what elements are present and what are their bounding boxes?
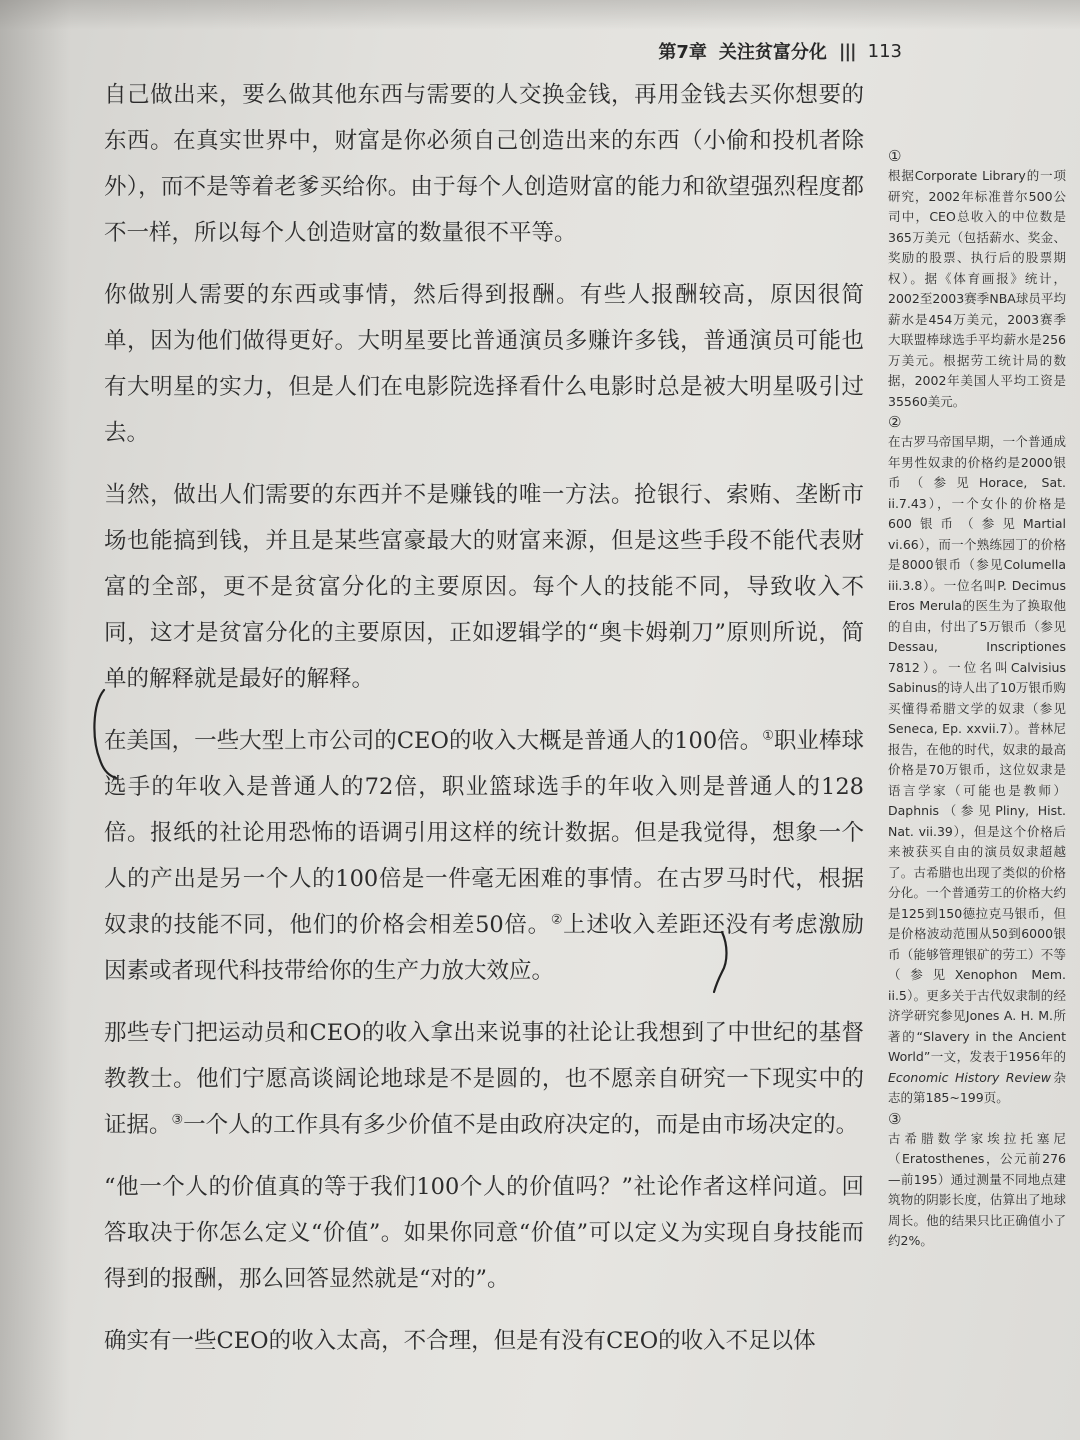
sidenote-1: 根据Corporate Library的一项研究，2002年标准普尔500公司中，CEO总收入的中位数是365万美元（包括薪水、奖金、奖励的股票、执行后的股票期权）。据《体育画报》统计，2002至2003赛季NBA球员平均薪水是454万美元，2003赛季大联盟棒球选手平均薪水是256万美元。根据劳工统计局的数据，2002年美国人平均工资是35560美元。	[888, 168, 1066, 409]
paragraph-2: 你做别人需要的东西或事情，然后得到报酬。有些人报酬较高，原因很简单，因为他们做得更好。大明星要比普通演员多赚许多钱，普通演员可能也有大明星的实力，但是人们在电影院选择看什么电影时总是被大明星吸引过去。	[104, 282, 864, 446]
paragraph-5-part-a: 那些专门把运动员和CEO的收入拿出来说事的社论让我想到了中世纪的基督教教士。他们宁愿高谈阔论地球是不是圆的，也不愿亲自研究一下现实中的证据。	[104, 1020, 864, 1138]
pen-bracket-left	[94, 690, 116, 778]
footnote-ref-1: ①	[762, 728, 774, 744]
sidenote-2-journal: Economic History Review	[888, 1069, 1052, 1085]
sidenote-3: 古希腊数学家埃拉托塞尼（Eratosthenes，公元前276—前195）通过测量不同地点建筑物的阴影长度，估算出了地球周长。他的结果只比正确值小了约2%。	[888, 1130, 1066, 1248]
pen-bracket-right	[714, 932, 727, 992]
paragraph-7: 确实有一些CEO的收入太高，不合理，但是有没有CEO的收入不足以体	[104, 1328, 816, 1354]
sidenote-2-part-b: 杂志的第185~199页。	[888, 1069, 1066, 1105]
footnote-ref-3: ③	[171, 1112, 184, 1128]
paragraph-4-part-c: 上述收入差距还没有考虑激励因素或者现代科技带给你的生产力放大效应。	[104, 912, 864, 984]
sidenote-2-part-a: 在古罗马帝国早期，一个普通成年男性奴隶的价格约是2000银币（参见Horace, Sat. ii.7.43），一个女仆的价格是600银币（参见Martial vi.66），而一个熟练园丁的价格是8000银币（参见Columella iii.3.8）。一位名叫P. Decimus Eros Merula的医生为了换取他的自由，付出了5万银币（参见Dessau, Inscriptiones 7812）。一位名叫Calvisius Sabinus的诗人出了10万银币购买懂得希腊文学的奴隶（参见Seneca, Ep. xxvii.7）。普林尼报告，在他的时代，奴隶的最高价格是70万银币，这位奴隶是语言学家（可能也是教师）Daphnis（参见Pliny, Hist. Nat. vii.39），但是这个价格后来被获买自由的演员奴隶超越了。古希腊也出现了类似的价格分化。一个普通劳工的价格大约是125到150德拉克马银币，但是价格波动范围从50到6000银币（能够管理银矿的劳工）不等（参见Xenophon Mem. ii.5）。更多关于古代奴隶制的经济学研究参见Jones A. H. M.所著的“Slavery in the Ancient World”一文，发表于1956年的	[888, 434, 1066, 1064]
page-number: 113	[867, 40, 902, 62]
paragraph-3: 当然，做出人们需要的东西并不是赚钱的唯一方法。抢银行、索贿、垄断市场也能搞到钱，并且是某些富豪最大的财富来源，但是这些手段不能代表财富的全部，更不是贫富分化的主要原因。每个人的技能不同，导致收入不同，这才是贫富分化的主要原因，正如逻辑学的“奥卡姆剃刀”原则所说，简单的解释就是最好的解释。	[104, 482, 864, 692]
footnote-ref-2: ②	[550, 912, 564, 928]
paragraph-6: “他一个人的价值真的等于我们100个人的价值吗？”社论作者这样问道。回答取决于你怎么定义“价值”。如果你同意“价值”可以定义为实现自身技能而得到的报酬，那么回答显然就是“对的”。	[104, 1174, 864, 1292]
chapter-title: 关注贫富分化	[718, 42, 827, 63]
header-separator: |||	[838, 40, 856, 62]
sidenote-marker-1: ①	[888, 147, 902, 165]
paragraph-4-part-b: 职业棒球选手的年收入是普通人的72倍，职业篮球选手的年收入则是普通人的128倍。报纸的社论用恐怖的语调引用这样的统计数据。但是我觉得，想象一个人的产出是另一个人的100倍是一件毫无困难的事情。在古罗马时代，根据奴隶的技能不同，他们的价格会相差50倍。	[104, 728, 864, 938]
paragraph-5-part-b: 一个人的工作具有多少价值不是由政府决定的，而是由市场决定的。	[183, 1112, 859, 1138]
chapter-label: 第7章	[658, 42, 707, 63]
paragraph-1: 自己做出来，要么做其他东西与需要的人交换金钱，再用金钱去买你想要的东西。在真实世界中，财富是你必须自己创造出来的东西（小偷和投机者除外），而不是等着老爹买给你。由于每个人创造财富的能力和欲望强烈程度都不一样，所以每个人创造财富的数量很不平等。	[104, 82, 864, 246]
sidenote-marker-2: ②	[888, 413, 902, 431]
paragraph-4-part-a: 在美国，一些大型上市公司的CEO的收入大概是普通人的100倍。	[104, 728, 763, 754]
sidenote-marker-3: ③	[888, 1109, 902, 1128]
